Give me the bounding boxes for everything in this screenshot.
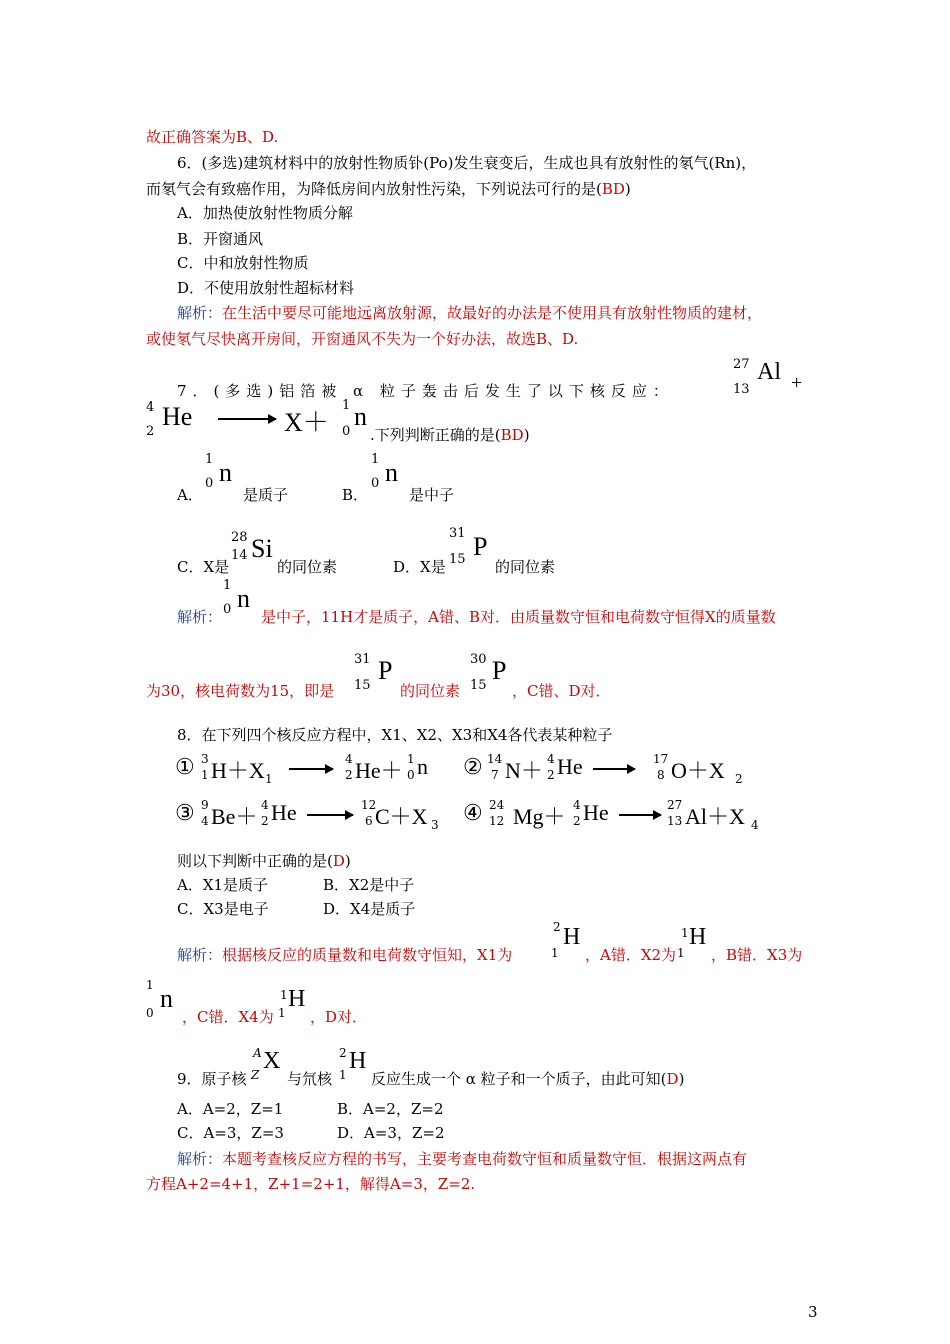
q6-option-d: D．不使用放射性超标材料 — [177, 279, 355, 297]
q6-explanation-2: 或使氡气尽快离开房间，开窗通风不失为一个好办法，故选B、D. — [146, 330, 579, 348]
q9-option-a: A．A=2，Z=1 — [177, 1100, 284, 1118]
q7-explanation-2: 为30，核电荷数为15，即是 31 15 P 的同位素 30 15 P ，C错、D对． — [146, 652, 611, 700]
q9-option-d: D．A=3，Z=2 — [337, 1124, 445, 1142]
q7-options-cd: C．X是 28 14 Si 的同位素 D．X是 31 15 P 的同位素 — [177, 526, 556, 576]
al-isotope: 27 13 Al — [733, 357, 781, 397]
q8-option-d: D．X4是质子 — [323, 900, 416, 918]
q8-equations-row1: ① 3 1 H＋X 1 4 2 He＋ 1 0 n ② 14 7 N＋ 4 2 He 17 8 O＋X 2 — [175, 752, 743, 786]
q9-option-b: B．A=2，Z=2 — [337, 1100, 444, 1118]
q8-equations-row2: ③ 9 4 Be＋ 4 2 He 12 6 C＋X 3 ④ 24 12 Mg＋ 4 2 He 27 13 Al＋X 4 — [175, 798, 759, 832]
q8-option-b: B．X2是中子 — [323, 876, 415, 894]
q8-option-c: C．X3是电子 — [177, 900, 269, 918]
q7-options-ab: A． 1 0 n 是质子 B． 1 0 n 是中子 — [177, 452, 455, 504]
q6-option-a: A．加热使放射性物质分解 — [177, 204, 353, 222]
q8-explanation-2: 1 0 n ，C错．X4为 1 1 H ，D对． — [146, 978, 368, 1026]
q7-stem: 7．(多选)铝箔被 α 粒子轰击后发生了以下核反应： — [177, 382, 674, 400]
q8-question: 则以下判断中正确的是(D) — [177, 852, 351, 870]
q8-explanation: 解析：根据核反应的质量数和电荷数守恒知，X1为 2 1 H ，A错．X2为 1 1 H ，B错．X3为 — [177, 920, 803, 964]
q9-explanation: 解析：本题考查核反应方程的书写，主要考查电荷数守恒和质量数守恒．根据这两点有 — [177, 1150, 748, 1168]
q6-option-b: B．开窗通风 — [177, 230, 264, 248]
q8-option-a: A．X1是质子 — [177, 876, 269, 894]
q9-option-c: C．A=3，Z=3 — [177, 1124, 284, 1142]
q7-explanation: 解析： 1 0 n 是中子，11H才是质子，A错、B对．由质量数守恒和电荷数守恒得X的质量数 — [177, 578, 776, 626]
q6-stem: 6．(多选)建筑材料中的放射性物质钋(Po)发生衰变后，生成也具有放射性的氡气(Rn)， — [177, 154, 757, 172]
plus: + — [791, 372, 803, 394]
q9-stem: 9．原子核 A Z X 与氘核 2 1 H 反应生成一个 α 粒子和一个质子，由此可知(D) — [177, 1046, 685, 1088]
page-number: 3 — [808, 1303, 818, 1321]
q9-explanation-2: 方程A+2=4+1，Z+1=2+1，解得A=3，Z=2. — [146, 1175, 476, 1193]
q6-explanation: 解析：在生活中要尽可能地远离放射源，故最好的办法是不使用具有放射性物质的建材， — [177, 304, 763, 322]
q8-stem: 8．在下列四个核反应方程中，X1、X2、X3和X4各代表某种粒子 — [177, 726, 613, 744]
q7-equation: 4 2 He X＋ 1 0 n .下列判断正确的是(BD) — [146, 398, 530, 444]
answer-line: 故正确答案为B、D. — [146, 128, 279, 146]
q6-option-c: C．中和放射性物质 — [177, 254, 309, 272]
q6-stem-2: 而氡气会有致癌作用，为降低房间内放射性污染，下列说法可行的是(BD) — [146, 180, 631, 198]
